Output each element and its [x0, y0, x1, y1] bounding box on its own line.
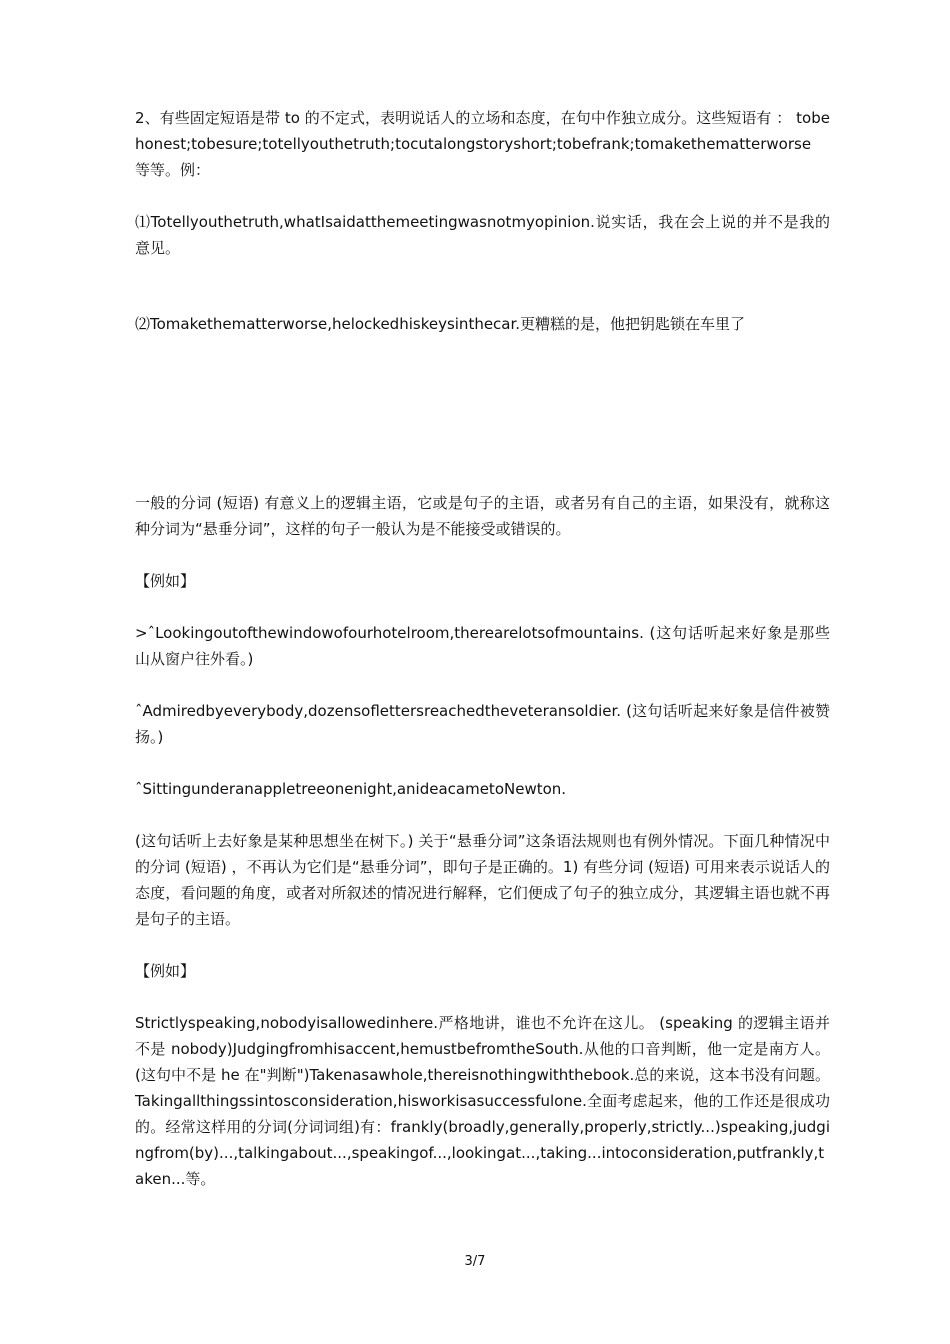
paragraph-exceptions: (这句话听上去好象是某种思想坐在树下。) 关于“悬垂分词”这条语法规则也有例外情况。下面几种情况中的分词 (短语) ，不再认为它们是“悬垂分词”，即句子是正确的。1) 有些分词 (短语) 可用来表示说话人的态度，看问题的角度，或者对所叙述的情况进行解释，它们便成了句子的独立成分，其逻辑主语也就不再是句子的主语。 [135, 832, 830, 928]
paragraph-to-infinitive-intro: 2、有些固定短语是带 to 的不定式，表明说话人的立场和态度，在句中作独立成分。这些短语有 ： tobehonest;tobesure;totellyouthetruth;tocutalongstoryshort;tobefrank;tomakethematterworse 等等。例： [135, 109, 830, 179]
example-2: ⑵Tomakethematterworse,helockedhiskeysinthecar.更糟糕的是，他把钥匙锁在车里了 [135, 315, 746, 333]
example-sitting: ˆSittingunderanappletreeonenight,anideacametoNewton. [135, 780, 567, 798]
paragraph-independent-participles: Strictlyspeaking,nobodyisallowedinhere.严格地讲，谁也不允许在这儿。 (speaking 的逻辑主语并不是 nobody)Judgingfromhisaccent,hemustbefromtheSouth.从他的口音判断，他一定是南方人。(这句中不是 he 在"判断")Takenasawhole,thereisnothingwiththebook.总的来说，这本书没有问题。Takingallthingssintosconsideration,hisworkisasuccessfulone.全面考虑起来，他的工作还是很成功的。经常这样用的分词(分词词组)有：frankly(broadly,generally,properly,strictly...)speaking,judgingfrom(by)...,talkingabout...,speakingof...,lookingat...,taking...intoconsideration,putfrankly,taken...等。 [135, 1014, 830, 1188]
paragraph-dangling-participle: 一般的分词 (短语) 有意义上的逻辑主语，它或是句子的主语，或者另有自己的主语，如果没有，就称这种分词为“悬垂分词”，这样的句子一般认为是不能接受或错误的。 [135, 494, 830, 538]
example-looking-out: >ˆLookingoutofthewindowofourhotelroom,therearelotsofmountains. (这句话听起来好象是那些山从窗户往外看。) [135, 624, 830, 668]
example-label-1: 【例如】 [135, 572, 196, 590]
example-label-2: 【例如】 [135, 962, 196, 980]
example-1: ⑴Totellyouthetruth,whatIsaidatthemeetingwasnotmyopinion.说实话，我在会上说的并不是我的意见。 [135, 213, 830, 257]
example-admired: ˆAdmiredbyeverybody,dozensoflettersreachedtheveteransoldier. (这句话听起来好象是信件被赞扬。) [135, 702, 830, 746]
page-number: 3/7 [464, 1254, 486, 1269]
